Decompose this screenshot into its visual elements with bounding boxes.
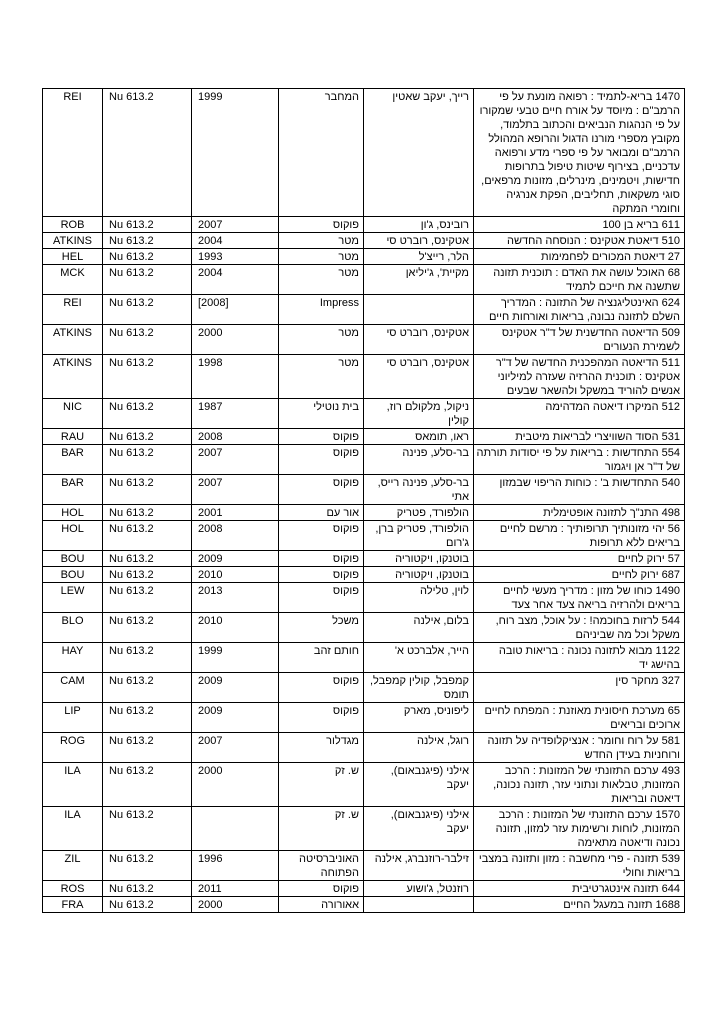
title-text: התחדשות : בריאות על פי יסודות תורתה של ד"ר אן ויגמור [476,447,680,473]
classification-cell: Nu 613.2 [103,703,192,733]
title-text: ערכם התזונתי של המזונות : הרכב המזונות, לוחות ורשימות עזר למזון, תזונה נכונה ודיאטה מתאימה [495,809,680,849]
record-number: 1470 [655,91,680,103]
shelf-code-cell: BAR [43,445,103,475]
title-text: ערכם התזונתי של המזונות : הרכב המזונות, טבלאות ונתוני עזר, תזונה נכונה, דיאטה ובריאות [493,765,680,805]
table-row [43,733,685,763]
publisher-cell: פוקוס [279,703,364,733]
title-cell [474,703,685,733]
classification-cell: Nu 613.2 [103,807,192,851]
publisher-cell: פוקוס [279,521,364,551]
author-cell: בר-סלע, פנינה רייס, אתי [364,475,474,505]
table-row [43,475,685,505]
author-cell: הלר, רייצ'ל [364,249,474,265]
author-cell: הייר, אלברכט א' [364,643,474,673]
table-row [43,807,685,851]
year-cell: 2000 [192,763,279,807]
title-text: תזונה במעגל החיים [563,899,653,911]
title-cell [474,399,685,429]
title-text: כוחו של מזון : מדריך מעשי לחיים בריאים ולהרזיה בריאה צעד אחר צעד [503,585,680,611]
record-number: 540 [661,477,680,489]
shelf-code-cell: BOU [43,567,103,583]
shelf-code-cell: HEL [43,249,103,265]
record-number: 68 [667,267,680,279]
table-row [43,445,685,475]
author-cell: רובינס, ג'ון [364,217,474,233]
author-cell: אטקינס, רוברט סי [364,233,474,249]
year-cell: 1987 [192,399,279,429]
publisher-cell: האוניברסיטה הפתוחה [279,851,364,881]
year-cell: 2009 [192,703,279,733]
title-text: האינטליגנציה של התזונה : המדריך השלם לתזונה נבונה, בריאות ואורחות חיים [489,297,680,323]
author-cell: ליפוניס, מארק [364,703,474,733]
title-cell [474,295,685,325]
title-text: הסוד השוויצרי לבריאות מיטבית [515,431,659,443]
publisher-cell: מטר [279,233,364,249]
record-number: 57 [667,553,680,565]
classification-cell: Nu 613.2 [103,295,192,325]
catalog-rows [43,89,685,913]
year-cell [192,807,279,851]
author-cell: אילני (פיגנבאום), יעקב [364,807,474,851]
author-cell: אטקינס, רוברט סי [364,325,474,355]
shelf-code-cell: ZIL [43,851,103,881]
publisher-cell: מגדלור [279,733,364,763]
author-cell: אטקינס, רוברט סי [364,355,474,399]
record-number: 1122 [655,645,680,657]
record-number: 509 [661,327,680,339]
title-cell [474,521,685,551]
title-cell [474,355,685,399]
classification-cell: Nu 613.2 [103,583,192,613]
title-cell [474,673,685,703]
title-cell [474,505,685,521]
title-cell [474,763,685,807]
author-cell: רוגל, אילנה [364,733,474,763]
catalog-table [42,88,685,913]
title-text: ירוק לחיים [617,553,665,565]
publisher-cell: Impress [279,295,364,325]
record-number: 644 [661,883,680,895]
title-cell [474,807,685,851]
table-row [43,265,685,295]
author-cell: בוטנקו, ויקטוריה [364,551,474,567]
year-cell: [2008] [192,295,279,325]
title-cell [474,89,685,217]
author-cell: קמפבל, קולין קמפבל, תומס [364,673,474,703]
classification-cell: Nu 613.2 [103,325,192,355]
year-cell: 2007 [192,733,279,763]
record-number: 493 [661,765,680,777]
shelf-code-cell: LIP [43,703,103,733]
record-number: 539 [661,853,680,865]
classification-cell: Nu 613.2 [103,733,192,763]
table-row [43,851,685,881]
title-text: ירוק לחיים [611,569,659,581]
title-cell [474,551,685,567]
record-number: 581 [661,735,680,747]
title-text: יהי מזונותיך תרופותיך : מרשם לחיים בריאים ללא תרופות [499,523,680,549]
author-cell: לוין, טלילה [364,583,474,613]
publisher-cell: מטר [279,355,364,399]
publisher-cell: פוקוס [279,429,364,445]
year-cell: 2010 [192,613,279,643]
year-cell: 2011 [192,881,279,897]
shelf-code-cell: ATKINS [43,325,103,355]
year-cell: 1993 [192,249,279,265]
title-cell [474,475,685,505]
year-cell: 2010 [192,567,279,583]
table-row [43,399,685,429]
publisher-cell: פוקוס [279,673,364,703]
publisher-cell: פוקוס [279,475,364,505]
author-cell: מקיית', ג'יליאן [364,265,474,295]
title-cell [474,881,685,897]
publisher-cell: משכל [279,613,364,643]
author-cell: זילבר-רוזנברג, אילנה [364,851,474,881]
publisher-cell: אאורורה [279,897,364,913]
year-cell: 1999 [192,643,279,673]
record-number: 512 [661,401,680,413]
title-text: דיאטת המכורים לפחמימות [541,251,665,263]
shelf-code-cell: HOL [43,505,103,521]
shelf-code-cell: BLO [43,613,103,643]
record-number: 1570 [655,809,680,821]
shelf-code-cell: RAU [43,429,103,445]
year-cell: 2000 [192,325,279,355]
record-number: 687 [661,569,680,581]
classification-cell: Nu 613.2 [103,897,192,913]
year-cell: 2008 [192,429,279,445]
shelf-code-cell: MCK [43,265,103,295]
classification-cell: Nu 613.2 [103,217,192,233]
author-cell: ראו, תומאס [364,429,474,445]
table-row [43,233,685,249]
year-cell: 2000 [192,897,279,913]
title-text: האוכל עושה את האדם : תוכנית תזונה שתשנה את חייכם לתמיד [493,267,680,293]
year-cell: 2008 [192,521,279,551]
title-cell [474,325,685,355]
classification-cell: Nu 613.2 [103,763,192,807]
shelf-code-cell: CAM [43,673,103,703]
table-row [43,521,685,551]
title-cell [474,851,685,881]
author-cell [364,897,474,913]
record-number: 510 [661,235,680,247]
record-number: 498 [661,507,680,519]
table-row [43,897,685,913]
title-text: הדיאטה החדשנית של ד"ר אטקינס לשמירת הנעורים [501,327,680,353]
title-cell [474,445,685,475]
title-cell [474,429,685,445]
record-number: 1490 [655,585,680,597]
table-row [43,567,685,583]
classification-cell: Nu 613.2 [103,399,192,429]
title-cell [474,897,685,913]
classification-cell: Nu 613.2 [103,249,192,265]
table-row [43,703,685,733]
record-number: 65 [667,705,680,717]
title-text: מחקר סין [615,675,659,687]
title-cell [474,583,685,613]
title-text: התנ"ך לתזונה אופטימלית [543,507,659,519]
table-row [43,249,685,265]
author-cell: רייך, יעקב שאטין [364,89,474,217]
classification-cell: Nu 613.2 [103,521,192,551]
year-cell: 2007 [192,445,279,475]
title-cell [474,265,685,295]
year-cell: 2009 [192,673,279,703]
title-text: התחדשות ב' : כוחות הריפוי שבמזון [499,477,659,489]
title-text: תזונה - פרי מחשבה : מזון ותזונה במצבי בריאות וחולי [478,853,680,879]
title-cell [474,217,685,233]
catalog-sheet [42,88,685,913]
year-cell: 2004 [192,233,279,249]
publisher-cell: אור עם [279,505,364,521]
shelf-code-cell: ATKINS [43,355,103,399]
record-number: 56 [667,523,680,535]
author-cell: רוזנטל, ג'ושוע [364,881,474,897]
classification-cell: Nu 613.2 [103,567,192,583]
table-row [43,551,685,567]
record-number: 624 [661,297,680,309]
title-cell [474,733,685,763]
classification-cell: Nu 613.2 [103,265,192,295]
publisher-cell: פוקוס [279,551,364,567]
title-text: תזונה אינטגרטיבית [572,883,659,895]
table-row [43,613,685,643]
shelf-code-cell: NIC [43,399,103,429]
publisher-cell: פוקוס [279,881,364,897]
publisher-cell: מטר [279,325,364,355]
publisher-cell: פוקוס [279,567,364,583]
classification-cell: Nu 613.2 [103,643,192,673]
author-cell: בר-סלע, פנינה [364,445,474,475]
record-number: 511 [661,357,680,369]
table-row [43,763,685,807]
title-text: הדיאטה המהפכנית החדשה של ד"ר אטקינס : תוכנית ההרזיה שעזרה למיליוני אנשים להוריד במשקל ולהשאר שבעים [495,357,680,397]
year-cell: 1998 [192,355,279,399]
year-cell: 1996 [192,851,279,881]
title-text: לרזות בחוכמה! : על אוכל, מצב רוח, משקל וכל מה שביניהם [495,615,680,641]
title-cell [474,643,685,673]
shelf-code-cell: LEW [43,583,103,613]
publisher-cell: מטר [279,265,364,295]
title-text: בריא-לתמיד : רפואה מונעת על פי הרמב"ם : מיוסד על אורח חיים טבעי שמקורו על פי הנהגות הנביאים והכתוב בתלמוד, מקובץ מספרי מורנו הדגול והרופא המהולל הרמב"ם ומבואר על פי ספרי מדע ורפואה עדכניים, בצירוף שיטות טיפול בתרופות חדישות, ויטמינים, מינרלים, מזונות מרפאים, סוגי משקאות, תחליבים, הפקת אנרגיה וחומרי המתקה [479,91,680,215]
classification-cell: Nu 613.2 [103,613,192,643]
table-row [43,355,685,399]
year-cell: 2004 [192,265,279,295]
author-cell: בוטנקו, ויקטוריה [364,567,474,583]
title-cell [474,233,685,249]
classification-cell: Nu 613.2 [103,881,192,897]
title-text: מבוא לתזונה נכונה : בריאות טובה בהישג יד [498,645,680,671]
table-row [43,881,685,897]
shelf-code-cell: FRA [43,897,103,913]
shelf-code-cell: REI [43,89,103,217]
table-row [43,217,685,233]
record-number: 327 [661,675,680,687]
title-text: על רוח וחומר : אנציקלופדיה על תזונה ורוחניות בעידן החדש [487,735,680,761]
classification-cell: Nu 613.2 [103,429,192,445]
author-cell: בלום, אילנה [364,613,474,643]
classification-cell: Nu 613.2 [103,355,192,399]
year-cell: 2007 [192,475,279,505]
classification-cell: Nu 613.2 [103,551,192,567]
shelf-code-cell: REI [43,295,103,325]
table-row [43,673,685,703]
classification-cell: Nu 613.2 [103,445,192,475]
classification-cell: Nu 613.2 [103,505,192,521]
publisher-cell: המחבר [279,89,364,217]
table-row [43,583,685,613]
record-number: 554 [661,447,680,459]
title-text: מערכת חיסונית מאוזנת : המפתח לחיים ארוכים ובריאים [484,705,680,731]
title-text: בריא בן 100 [602,219,659,231]
year-cell: 2013 [192,583,279,613]
table-row [43,89,685,217]
title-cell [474,613,685,643]
shelf-code-cell: HAY [43,643,103,673]
classification-cell: Nu 613.2 [103,673,192,703]
shelf-code-cell: BAR [43,475,103,505]
author-cell [364,295,474,325]
shelf-code-cell: ILA [43,763,103,807]
author-cell: ניקול, מלקולם רוז, קולין [364,399,474,429]
title-text: דיאטת אטקינס : הנוסחה החדשה [506,235,659,247]
classification-cell: Nu 613.2 [103,89,192,217]
year-cell: 2001 [192,505,279,521]
classification-cell: Nu 613.2 [103,851,192,881]
record-number: 1688 [655,899,680,911]
shelf-code-cell: ILA [43,807,103,851]
year-cell: 1999 [192,89,279,217]
shelf-code-cell: ROG [43,733,103,763]
shelf-code-cell: BOU [43,551,103,567]
table-row [43,429,685,445]
publisher-cell: פוקוס [279,445,364,475]
record-number: 611 [661,219,680,231]
year-cell: 2009 [192,551,279,567]
publisher-cell: בית נוטילי [279,399,364,429]
table-row [43,295,685,325]
author-cell: אילני (פיגנבאום), יעקב [364,763,474,807]
publisher-cell: מטר [279,249,364,265]
shelf-code-cell: ROS [43,881,103,897]
author-cell: הולפורד, פטריק ברן, ג'רום [364,521,474,551]
publisher-cell: פוקוס [279,583,364,613]
table-row [43,325,685,355]
table-row [43,643,685,673]
classification-cell: Nu 613.2 [103,233,192,249]
publisher-cell: ש. זק [279,807,364,851]
shelf-code-cell: HOL [43,521,103,551]
record-number: 531 [661,431,680,443]
publisher-cell: חותם זהב [279,643,364,673]
classification-cell: Nu 613.2 [103,475,192,505]
record-number: 27 [667,251,680,263]
publisher-cell: ש. זק [279,763,364,807]
title-cell [474,249,685,265]
table-row [43,505,685,521]
publisher-cell: פוקוס [279,217,364,233]
title-cell [474,567,685,583]
year-cell: 2007 [192,217,279,233]
shelf-code-cell: ROB [43,217,103,233]
shelf-code-cell: ATKINS [43,233,103,249]
title-text: המיקרו דיאטה המדהימה [545,401,659,413]
author-cell: הולפורד, פטריק [364,505,474,521]
record-number: 544 [661,615,680,627]
